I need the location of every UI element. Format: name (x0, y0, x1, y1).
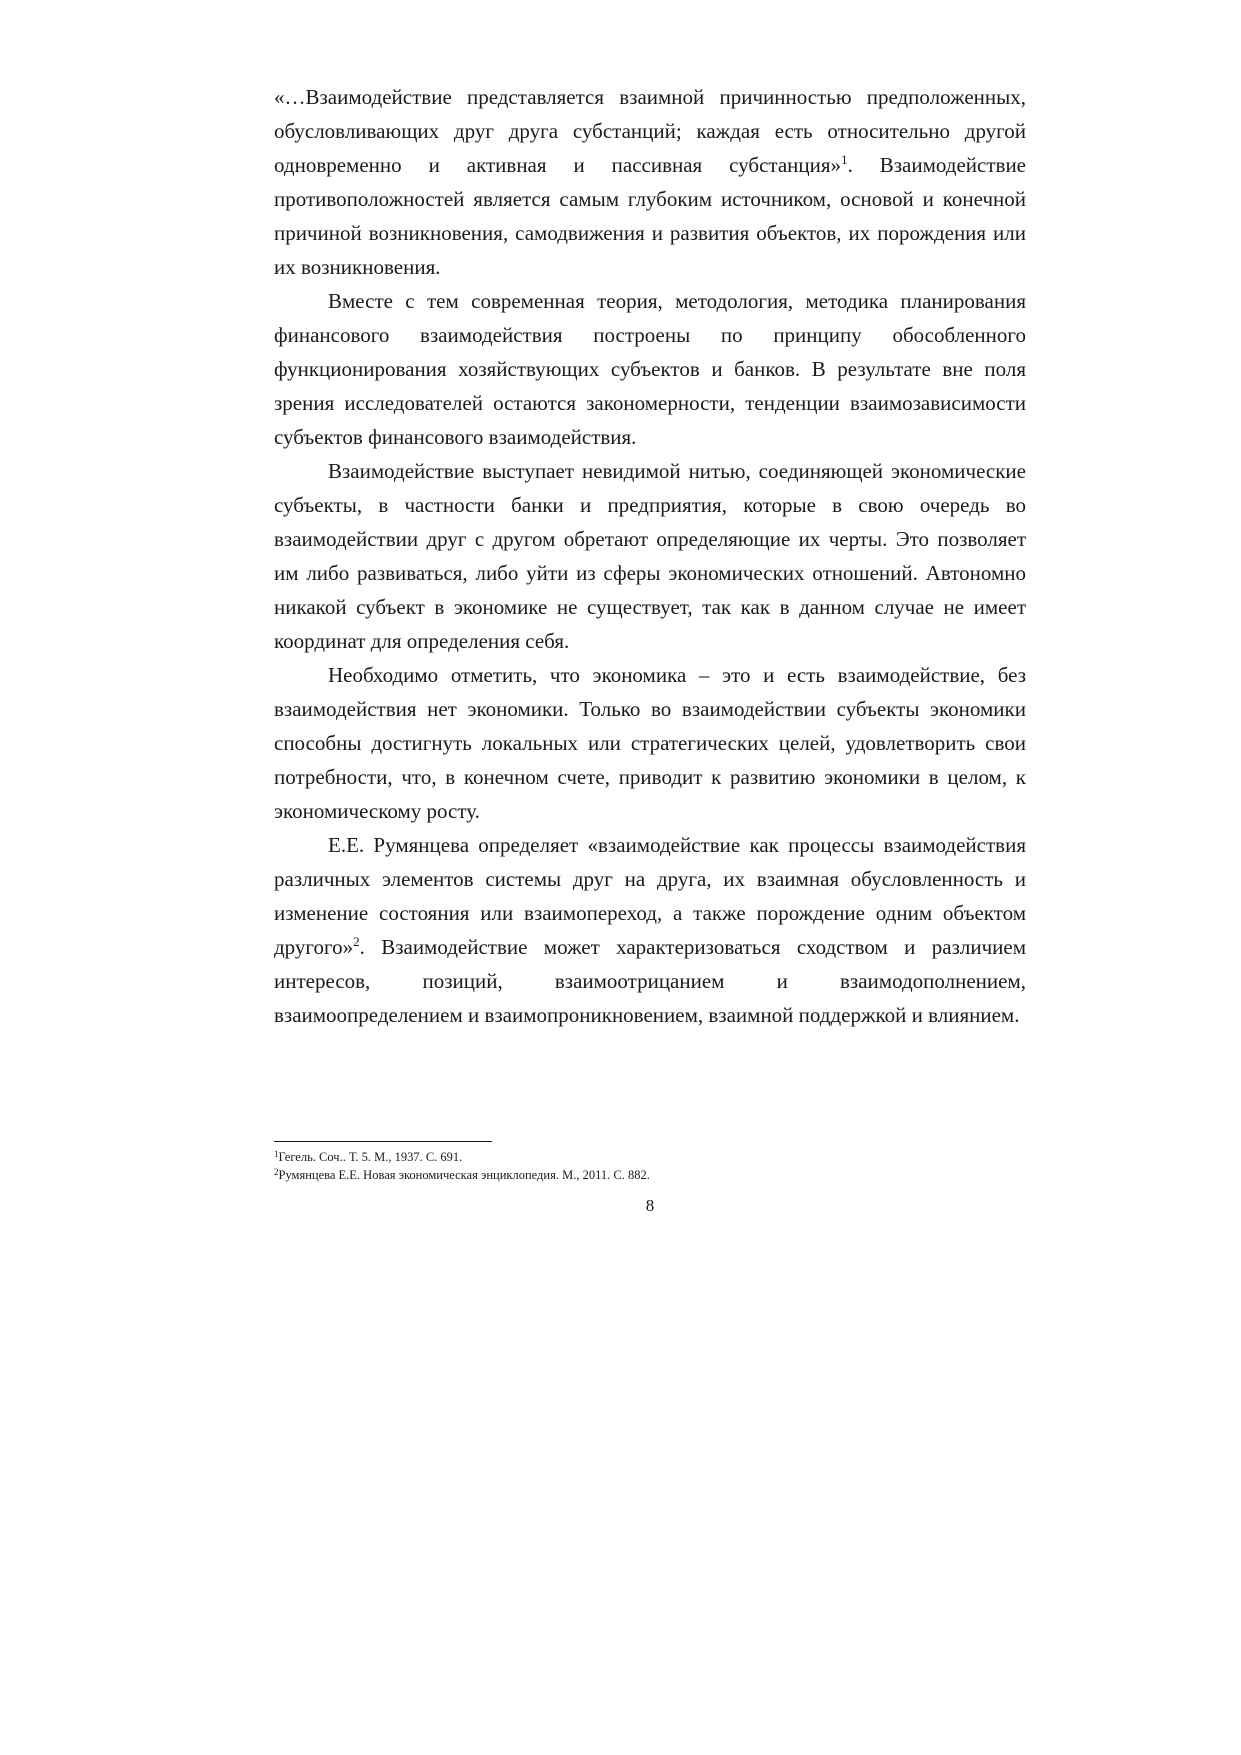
footnote-1 (274, 1148, 1026, 1166)
footnote-1-marker: 1 (274, 1149, 279, 1159)
p4-text: Необходимо отметить, что экономика – это и есть взаимодействие, без взаимодействия нет экономики. Только во взаимодействии субъекты экономики способны достигнуть локальных или стратегических целей, удовлетворить свои потребности, что, в конечном счете, приводит к развитию экономики в целом, к экономическому росту. (274, 663, 1026, 823)
paragraph-1 (274, 80, 1026, 284)
footnote-2 (274, 1166, 1026, 1184)
p1-text-b: . Взаимодействие противоположностей является самым глубоким источником, основой и конечной причиной возникновения, самодвижения и развития объектов, их порождения или их возникновения. (274, 153, 1027, 279)
paragraph-2 (274, 284, 1026, 454)
p5-text-a: Е.Е. Румянцева определяет «взаимодействие как процессы взаимодействия различных элементов системы друг на друга, их взаимная обусловленность и изменение состояния или взаимопереход, а также порождение одним объектом другого» (274, 833, 1026, 959)
footnote-ref-1[interactable]: 1 (841, 152, 848, 167)
paragraph-4 (274, 658, 1026, 828)
paragraph-5 (274, 828, 1026, 1032)
main-text (274, 80, 1026, 1032)
footnote-2-marker: 2 (274, 1167, 279, 1177)
paragraph-3 (274, 454, 1026, 658)
p5-text-b: . Взаимодействие может характеризоваться сходством и различием интересов, позиций, взаимоотрицанием и взаимодополнением, взаимоопределением и взаимопроникновением, взаимной поддержкой и влиянием. (274, 935, 1026, 1027)
footnote-1-text: Гегель. Соч.. Т. 5. М., 1937. С. 691. (278, 1150, 463, 1164)
footnote-ref-2[interactable]: 2 (353, 934, 360, 949)
footnote-2-text: Румянцева Е.Е. Новая экономическая энциклопедия. М., 2011. С. 882. (278, 1168, 650, 1182)
footnotes (274, 1148, 1026, 1184)
p2-text: Вместе с тем современная теория, методология, методика планирования финансового взаимодействия построены по принципу обособленного функционирования хозяйствующих субъектов и банков. В результате вне поля зрения исследователей остаются закономерности, тенденции взаимозависимости субъектов финансового взаимодействия. (274, 289, 1026, 449)
page-number: 8 (645, 1196, 655, 1215)
p1-text-a: «…Взаимодействие представляется взаимной причинностью предположенных, обусловливающих друг друга субстанций; каждая есть относительно другой одновременно и активная и пассивная субстанция» (274, 85, 1026, 177)
p3-text: Взаимодействие выступает невидимой нитью, соединяющей экономические субъекты, в частности банки и предприятия, которые в свою очередь во взаимодействии друг с другом обретают определяющие их черты. Это позволяет им либо развиваться, либо уйти из сферы экономических отношений. Автономно никакой субъект в экономике не существует, так как в данном случае не имеет координат для определения себя. (274, 459, 1026, 653)
footnote-separator (274, 1141, 492, 1142)
